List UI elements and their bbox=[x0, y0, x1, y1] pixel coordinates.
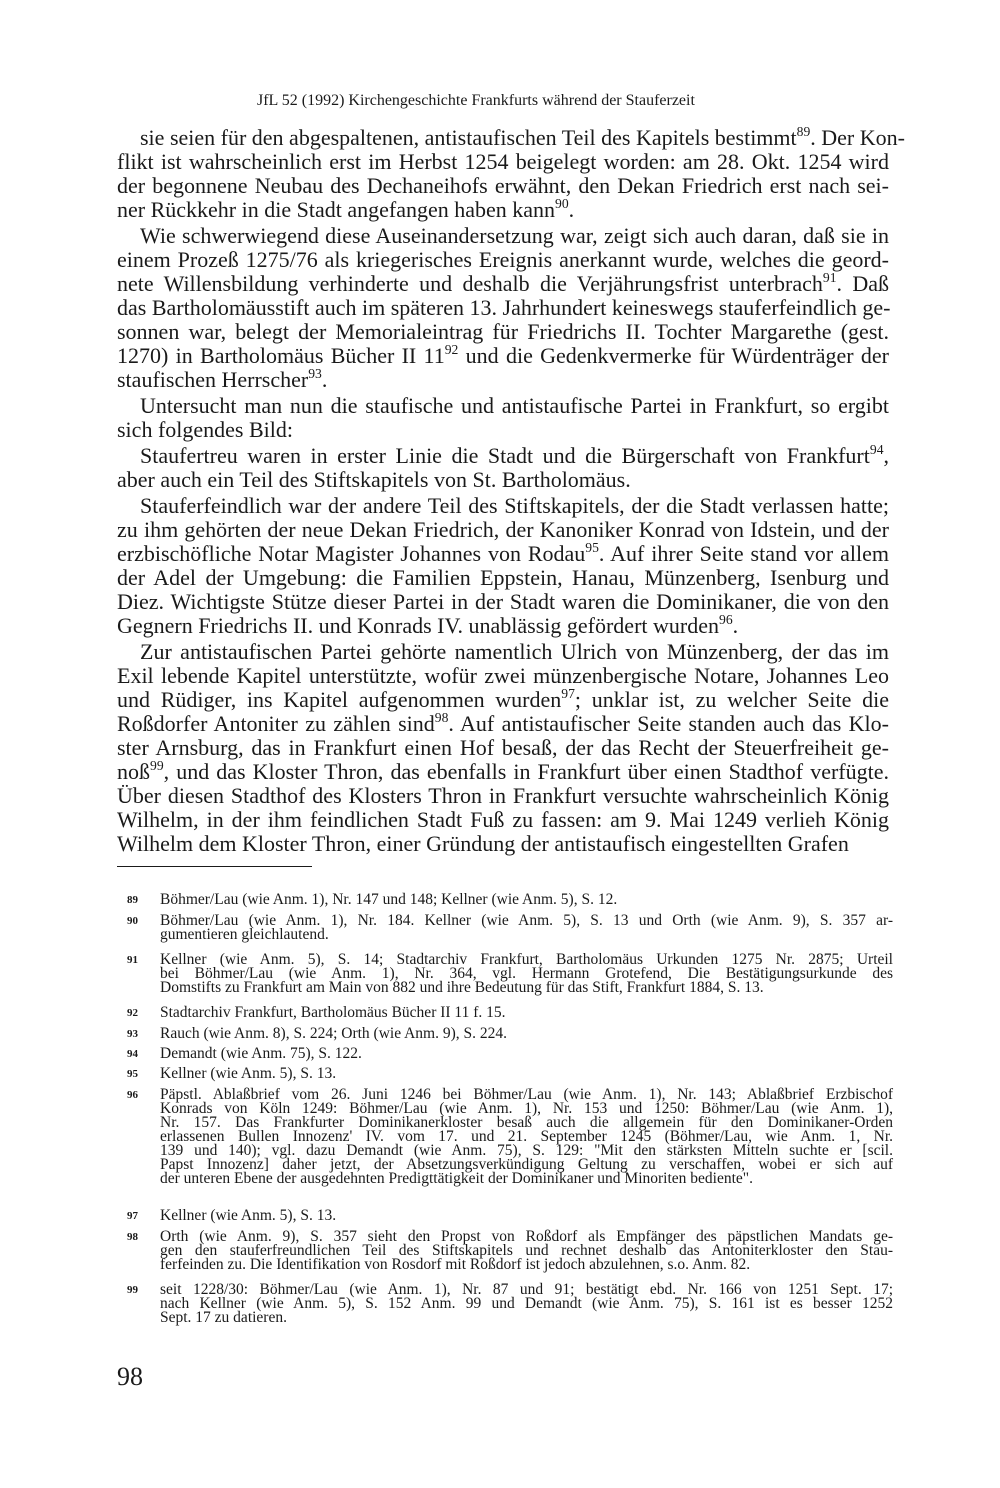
body-line bbox=[117, 688, 889, 712]
line-text: . bbox=[568, 197, 575, 222]
body-line bbox=[117, 518, 889, 542]
line-text: Wilhelm, in der ihm feindlichen Stadt Fuß zu fassen: am 9. Mai 1249 verlieh König bbox=[117, 807, 889, 832]
line-text: aber auch ein Teil des Stiftskapitels von St. Bartholomäus. bbox=[117, 467, 631, 492]
footnote-number: 90 bbox=[127, 915, 138, 927]
line-text: nete Willensbildung verhinderte und deshalb die Verjährungsfrist unterbrach bbox=[117, 271, 823, 296]
footnote-ref: 91 bbox=[822, 270, 837, 285]
body-line bbox=[117, 418, 889, 442]
footnote bbox=[117, 1230, 893, 1272]
footnote-line: gumentieren gleichlautend. bbox=[160, 926, 329, 943]
line-text: ner Rückkehr in die Stadt angefangen haben kann bbox=[117, 197, 556, 222]
line-text: ster Arnsburg, das in Frankfurt einen Hof besaß, der das Recht der Steuerfreiheit ge- bbox=[117, 735, 889, 760]
line-text: Über diesen Stadthof des Klosters Thron in Frankfurt versuchte wahrscheinlich König bbox=[117, 783, 889, 808]
line-text: und Rüdiger, ins Kapitel aufgenommen wurden bbox=[117, 687, 562, 712]
body-line bbox=[117, 784, 889, 808]
body-line bbox=[117, 566, 889, 590]
body-line bbox=[117, 174, 889, 198]
line-text: sich folgendes Bild: bbox=[117, 417, 293, 442]
line-text: sonnen war, belegt der Memorialeintrag für Friedrichs II. Tochter Margarethe (gest. bbox=[117, 319, 889, 344]
body-line bbox=[140, 224, 889, 248]
body-line bbox=[117, 468, 889, 492]
footnote-number: 93 bbox=[127, 1028, 138, 1040]
footnote-line: Päpstl. Ablaßbrief vom 26. Juni 1246 bei Böhmer/Lau (wie Anm. 1), Nr. 143; Ablaßbrief Erzbischof bbox=[160, 1086, 893, 1103]
footnote-number: 89 bbox=[127, 894, 138, 906]
footnote-line: Böhmer/Lau (wie Anm. 1), Nr. 184. Kellner (wie Anm. 5), S. 13 und Orth (wie Anm. 9), S. 357 ar- bbox=[160, 912, 893, 929]
footnote-ref: 95 bbox=[585, 540, 599, 555]
body-line bbox=[140, 394, 889, 418]
line-text: das Bartholomäusstift auch im späteren 13. Jahrhundert keineswegs stauferfeindlich ge- bbox=[117, 295, 891, 320]
footnote-ref: 98 bbox=[434, 710, 449, 725]
footnote bbox=[117, 914, 893, 942]
footnote bbox=[117, 1027, 893, 1041]
running-header: JfL 52 (1992) Kirchengeschichte Frankfurts während der Stauferzeit bbox=[257, 92, 695, 109]
footnote-ref: 89 bbox=[796, 124, 811, 139]
footnote-ref: 90 bbox=[555, 196, 569, 211]
body-line bbox=[117, 198, 889, 222]
line-text: noß bbox=[117, 759, 150, 784]
footnote-line: Orth (wie Anm. 9), S. 357 sieht den Propst von Roßdorf als Empfänger des päpstlichen Mandats ge- bbox=[160, 1228, 893, 1245]
footnote-line: der unteren Ebene der ausgedehnten Predigttätigkeit der Dominikaner und Minoriten bediente". bbox=[160, 1170, 753, 1187]
body-line bbox=[117, 248, 889, 272]
line-text: staufischen Herrscher bbox=[117, 367, 309, 392]
line-text: 1270) in Bartholomäus Bücher II 11 bbox=[117, 343, 445, 368]
footnote-number: 92 bbox=[127, 1007, 138, 1019]
footnote-number: 97 bbox=[127, 1210, 138, 1222]
line-text: . bbox=[321, 367, 328, 392]
body-line bbox=[140, 640, 889, 664]
footnote-line: Nr. 157. Das Frankfurter Dominikanerkloster besaß auch die allgemein für den Dominikaner-Orden bbox=[160, 1114, 893, 1131]
line-text: . bbox=[732, 613, 739, 638]
footnote-line: Konrads von Köln 1249: Böhmer/Lau (wie Anm. 1), Nr. 153 und 1250: Böhmer/Lau (wie Anm. 1), bbox=[160, 1100, 893, 1117]
body-line bbox=[117, 590, 889, 614]
footnote-ref: 94 bbox=[869, 442, 884, 457]
footnote bbox=[117, 1047, 893, 1061]
line-text: Stauferfeindlich war der andere Teil des Stiftskapitels, der die Stadt verlassen hatte; bbox=[140, 493, 889, 518]
body-line bbox=[117, 296, 889, 320]
line-text: Staufertreu waren in erster Linie die Stadt und die Bürgerschaft von Frankfurt bbox=[140, 443, 870, 468]
footnote-ref: 97 bbox=[561, 686, 575, 701]
footnote-line: bei Böhmer/Lau (wie Anm. 1), Nr. 364, vgl. Hermann Grotefend, Die Bestätigungsurkunde des bbox=[160, 965, 893, 982]
body-line bbox=[117, 664, 889, 688]
footnote-line: Kellner (wie Anm. 5), S. 13. bbox=[160, 1207, 337, 1224]
footnote-line: 139 und 140); vgl. dazu Demandt (wie Anm. 75), S. 129: "Mit den stärksten Mitteln suchte er [scil. bbox=[160, 1142, 893, 1159]
footnote-line: Papst Innozenz] daher jetzt, der Absetzungsverkündigung Geltung zu verschaffen, wobei er sich auf bbox=[160, 1156, 893, 1173]
body-line bbox=[140, 444, 889, 468]
line-text: zu ihm gehörten der neue Dekan Friedrich, der Kanoniker Konrad von Idstein, und der bbox=[117, 517, 889, 542]
footnote bbox=[117, 1067, 893, 1081]
footnote-line: nach Kellner (wie Anm. 5), S. 152 Anm. 99 und Demandt (wie Anm. 75), S. 161 ist es besser 1252 bbox=[160, 1295, 893, 1312]
footnote-line: gen den stauferfreundlichen Teil des Stiftskapitels und rechnet deshalb das Antoniterkloster den Stau- bbox=[160, 1242, 893, 1259]
line-text: Gegnern Friedrichs II. und Konrads IV. unablässig gefördert wurden bbox=[117, 613, 719, 638]
body-line bbox=[117, 712, 889, 736]
footnote-line: Kellner (wie Anm. 5), S. 13. bbox=[160, 1065, 337, 1082]
body-line bbox=[117, 344, 889, 368]
footnote-line: erlassenen Bullen Innozenz' IV. vom 17. und 21. September 1245 (Böhmer/Lau, wie Anm. 1, Nr. bbox=[160, 1128, 893, 1145]
line-text: und die Gedenkvermerke für Würdenträger der bbox=[458, 343, 889, 368]
body-line bbox=[117, 736, 889, 760]
footnote-ref: 92 bbox=[444, 342, 459, 357]
footnote-line: Sept. 17 zu datieren. bbox=[160, 1309, 287, 1326]
line-text: einem Prozeß 1275/76 als kriegerisches Ereignis anerkannt wurde, welches die geord- bbox=[117, 247, 889, 272]
line-text: der Adel der Umgebung: die Familien Eppstein, Hanau, Münzenberg, Isenburg und bbox=[117, 565, 889, 590]
footnote bbox=[117, 893, 893, 907]
line-text: Wie schwerwiegend diese Auseinandersetzung war, zeigt sich auch daran, daß sie in bbox=[140, 223, 889, 248]
footnote-line: seit 1228/30: Böhmer/Lau (wie Anm. 1), Nr. 87 und 91; bestätigt ebd. Nr. 166 von 1251 Sept. 17; bbox=[160, 1281, 893, 1298]
line-text: Untersucht man nun die staufische und antistaufische Partei in Frankfurt, so ergibt bbox=[140, 393, 889, 418]
footnote-number: 95 bbox=[127, 1068, 138, 1080]
footnote-line: Demandt (wie Anm. 75), S. 122. bbox=[160, 1045, 362, 1062]
line-text: . Auf ihrer Seite stand vor allem bbox=[598, 541, 890, 566]
line-text: , bbox=[883, 443, 889, 468]
body-line bbox=[117, 542, 889, 566]
page-number: 98 bbox=[117, 1362, 143, 1391]
footnote bbox=[117, 1088, 893, 1186]
body-line bbox=[117, 808, 889, 832]
footnote bbox=[117, 1209, 893, 1223]
body-line bbox=[140, 124, 905, 150]
footnote bbox=[117, 1283, 893, 1325]
footnote bbox=[117, 953, 893, 995]
footnote-line: Rauch (wie Anm. 8), S. 224; Orth (wie Anm. 9), S. 224. bbox=[160, 1025, 508, 1042]
body-line bbox=[117, 320, 889, 344]
line-text: . Auf antistaufischer Seite standen auch das Klo- bbox=[448, 711, 889, 736]
line-text: , und das Kloster Thron, das ebenfalls in Frankfurt über einen Stadthof verfügte. bbox=[163, 759, 889, 784]
footnote-number: 91 bbox=[127, 954, 138, 966]
footnote-number: 94 bbox=[127, 1048, 138, 1060]
footnote-ref: 99 bbox=[150, 758, 164, 773]
body-line bbox=[117, 832, 889, 856]
footnote-ref: 96 bbox=[719, 612, 733, 627]
body-line bbox=[117, 614, 889, 638]
footnote-number: 99 bbox=[127, 1284, 138, 1296]
body-line bbox=[117, 150, 889, 174]
body-line bbox=[117, 368, 889, 392]
line-text: Roßdorfer Antoniter zu zählen sind bbox=[117, 711, 435, 736]
line-text: . Der Kon- bbox=[810, 125, 905, 150]
line-text: flikt ist wahrscheinlich erst im Herbst 1254 beigelegt worden: am 28. Okt. 1254 wird bbox=[117, 149, 889, 174]
footnote-line: Stadtarchiv Frankfurt, Bartholomäus Bücher II 11 f. 15. bbox=[160, 1004, 506, 1021]
footnote-line: Böhmer/Lau (wie Anm. 1), Nr. 147 und 148; Kellner (wie Anm. 5), S. 12. bbox=[160, 891, 618, 908]
line-text: der begonnene Neubau des Dechaneihofs erwähnt, den Dekan Friedrich erst nach sei- bbox=[117, 173, 889, 198]
line-text: ; unklar ist, zu welcher Seite die bbox=[574, 687, 889, 712]
footnote-number: 98 bbox=[127, 1231, 138, 1243]
body-line bbox=[117, 760, 889, 784]
line-text: erzbischöfliche Notar Magister Johannes von Rodau bbox=[117, 541, 586, 566]
footnote-line: Domstifts zu Frankfurt am Main von 882 und ihre Bedeutung für das Stift, Frankfurt 1884, S. 13. bbox=[160, 979, 764, 996]
line-text: Wilhelm dem Kloster Thron, einer Gründung der antistaufisch eingestellten Grafen bbox=[117, 831, 849, 856]
body-line bbox=[117, 272, 889, 296]
line-text: Diez. Wichtigste Stütze dieser Partei in der Stadt waren die Dominikaner, die von den bbox=[117, 589, 889, 614]
body-line bbox=[140, 494, 889, 518]
footnote-number: 96 bbox=[127, 1089, 138, 1101]
line-text: Zur antistaufischen Partei gehörte namentlich Ulrich von Münzenberg, der das im bbox=[140, 639, 889, 664]
footnote-line: ferfeinden zu. Die Identifikation von Rosdorf mit Roßdorf ist jedoch abzulehnen, s.o. Anm. 82. bbox=[160, 1256, 751, 1273]
footnote bbox=[117, 1006, 893, 1020]
line-text: . Daß bbox=[836, 271, 890, 296]
footnote-separator bbox=[117, 866, 312, 867]
footnote-line: Kellner (wie Anm. 5), S. 14; Stadtarchiv Frankfurt, Bartholomäus Urkunden 1275 Nr. 2875; Urteil bbox=[160, 951, 893, 968]
line-text: Exil lebende Kapitel unterstützte, wofür zwei münzenbergische Notare, Johannes Leo bbox=[117, 663, 889, 688]
line-text: sie seien für den abgespaltenen, antistaufischen Teil des Kapitels bestimmt bbox=[140, 125, 797, 150]
footnote-ref: 93 bbox=[308, 366, 322, 381]
